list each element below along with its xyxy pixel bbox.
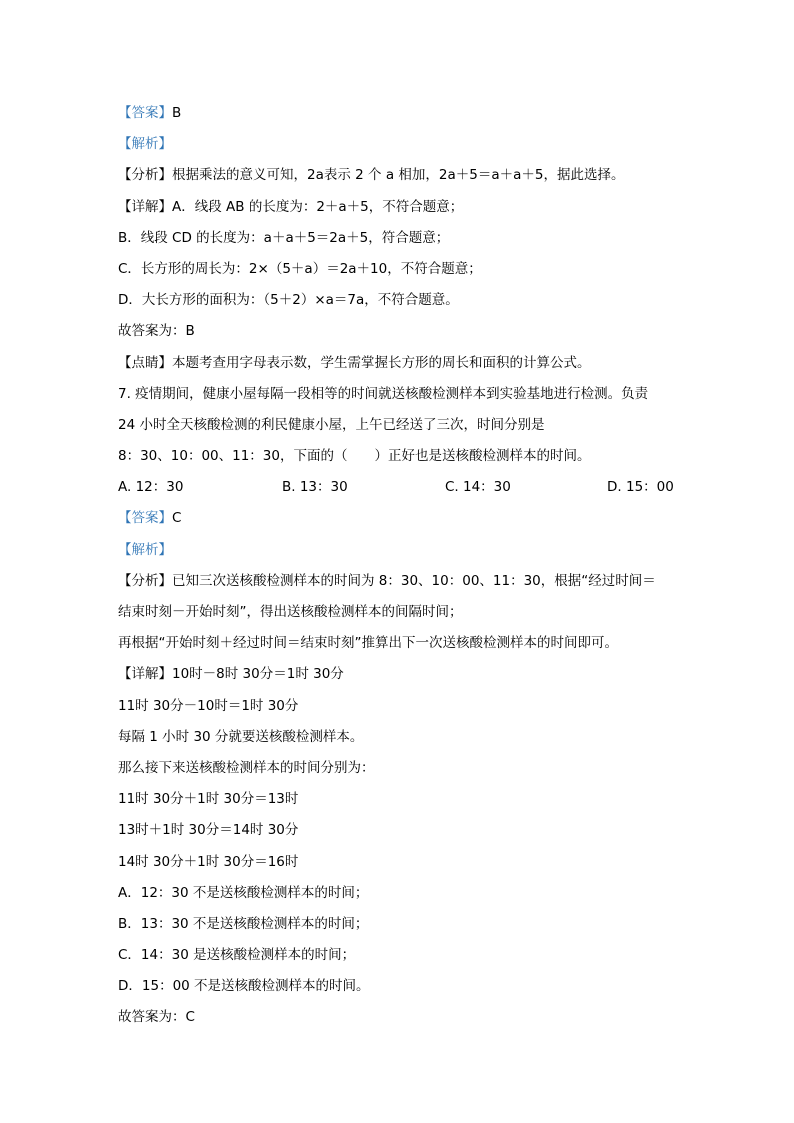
fenxi-text: 根据乘法的意义可知，2a表示 2 个 a 相加，2a＋5＝a＋a＋5，据此选择。 [172, 167, 625, 184]
fenxi-text: 已知三次送核酸检测样本的时间为 8：30、10：00、11：30，根据“经过时间＝ [172, 572, 656, 589]
answer-value: B [172, 105, 182, 121]
text-line: D．15：00 不是送核酸检测样本的时间。 [118, 978, 370, 995]
xiangjie-line [118, 196, 678, 227]
text-line: 故答案为：B [118, 323, 195, 340]
text-line: C．长方形的周长为：2×（5＋a）＝2a＋10，不符合题意； [118, 260, 482, 277]
option-a: A. 12：30 [118, 479, 184, 496]
option-b: B. 13：30 [282, 479, 348, 496]
xiangjie-line [118, 663, 678, 694]
text-line: D．大长方形的面积为：（5＋2）×a＝7a，不符合题意。 [118, 292, 459, 309]
answer-value: C [172, 510, 182, 527]
text-line: 结束时刻－开始时刻”，得出送核酸检测样本的间隔时间； [118, 604, 463, 620]
text-line: B．线段 CD 的长度为：a＋a＋5＝2a＋5，符合题意； [118, 229, 450, 246]
question-stem: 8：30、10：00、11：30，下面的（ ）正好也是送核酸检测样本的时间。 [118, 448, 591, 465]
answer-line [118, 102, 678, 133]
answer-label: 【答案】 [118, 510, 172, 527]
option-c: C. 14：30 [445, 479, 511, 496]
analysis-heading: 【解析】 [118, 136, 172, 153]
xiangjie-text: 10时－8时 30分＝1时 30分 [172, 666, 344, 683]
text-line: A．12：30 不是送核酸检测样本的时间； [118, 884, 369, 901]
text-line: 11时 30分－10时＝1时 30分 [118, 697, 299, 714]
text-line: B．13：30 不是送核酸检测样本的时间； [118, 915, 369, 932]
dianjing-text: 本题考查用字母表示数，学生需掌握长方形的周长和面积的计算公式。 [172, 354, 591, 371]
text-line: 每隔 1 小时 30 分就要送核酸检测样本。 [118, 728, 364, 745]
text-line: 再根据“开始时刻＋经过时间＝结束时刻”推算出下一次送核酸检测样本的时间即可。 [118, 635, 618, 652]
text-line: 14时 30分＋1时 30分＝16时 [118, 853, 299, 870]
text-line: 故答案为：C [118, 1009, 195, 1026]
xiangjie-label: 【详解】 [118, 666, 172, 683]
document-page [118, 102, 678, 1038]
analysis-heading: 【解析】 [118, 541, 172, 558]
answer-line [118, 507, 678, 538]
text-line: C．14：30 是送核酸检测样本的时间； [118, 947, 356, 964]
text-line: 11时 30分＋1时 30分＝13时 [118, 791, 299, 808]
fenxi-label: 【分析】 [118, 572, 172, 589]
fenxi-line [118, 164, 678, 195]
dianjing-line [118, 352, 678, 383]
option-d: D. 15：00 [607, 479, 674, 496]
fenxi-line [118, 570, 678, 601]
fenxi-label: 【分析】 [118, 167, 172, 184]
options-row [118, 476, 678, 507]
text-line: 13时＋1时 30分＝14时 30分 [118, 822, 299, 839]
xiangjie-label: 【详解】 [118, 198, 172, 215]
xiangjie-text: A．线段 AB 的长度为：2＋a＋5，不符合题意； [172, 198, 464, 215]
answer-label: 【答案】 [118, 105, 172, 121]
question-stem: 24 小时全天核酸检测的利民健康小屋，上午已经送了三次，时间分别是 [118, 416, 545, 433]
text-line: 那么接下来送核酸检测样本的时间分别为： [118, 759, 375, 776]
dianjing-label: 【点睛】 [118, 354, 172, 371]
question-stem: 7. 疫情期间，健康小屋每隔一段相等的时间就送核酸检测样本到实验基地进行检测。负责 [118, 385, 649, 402]
